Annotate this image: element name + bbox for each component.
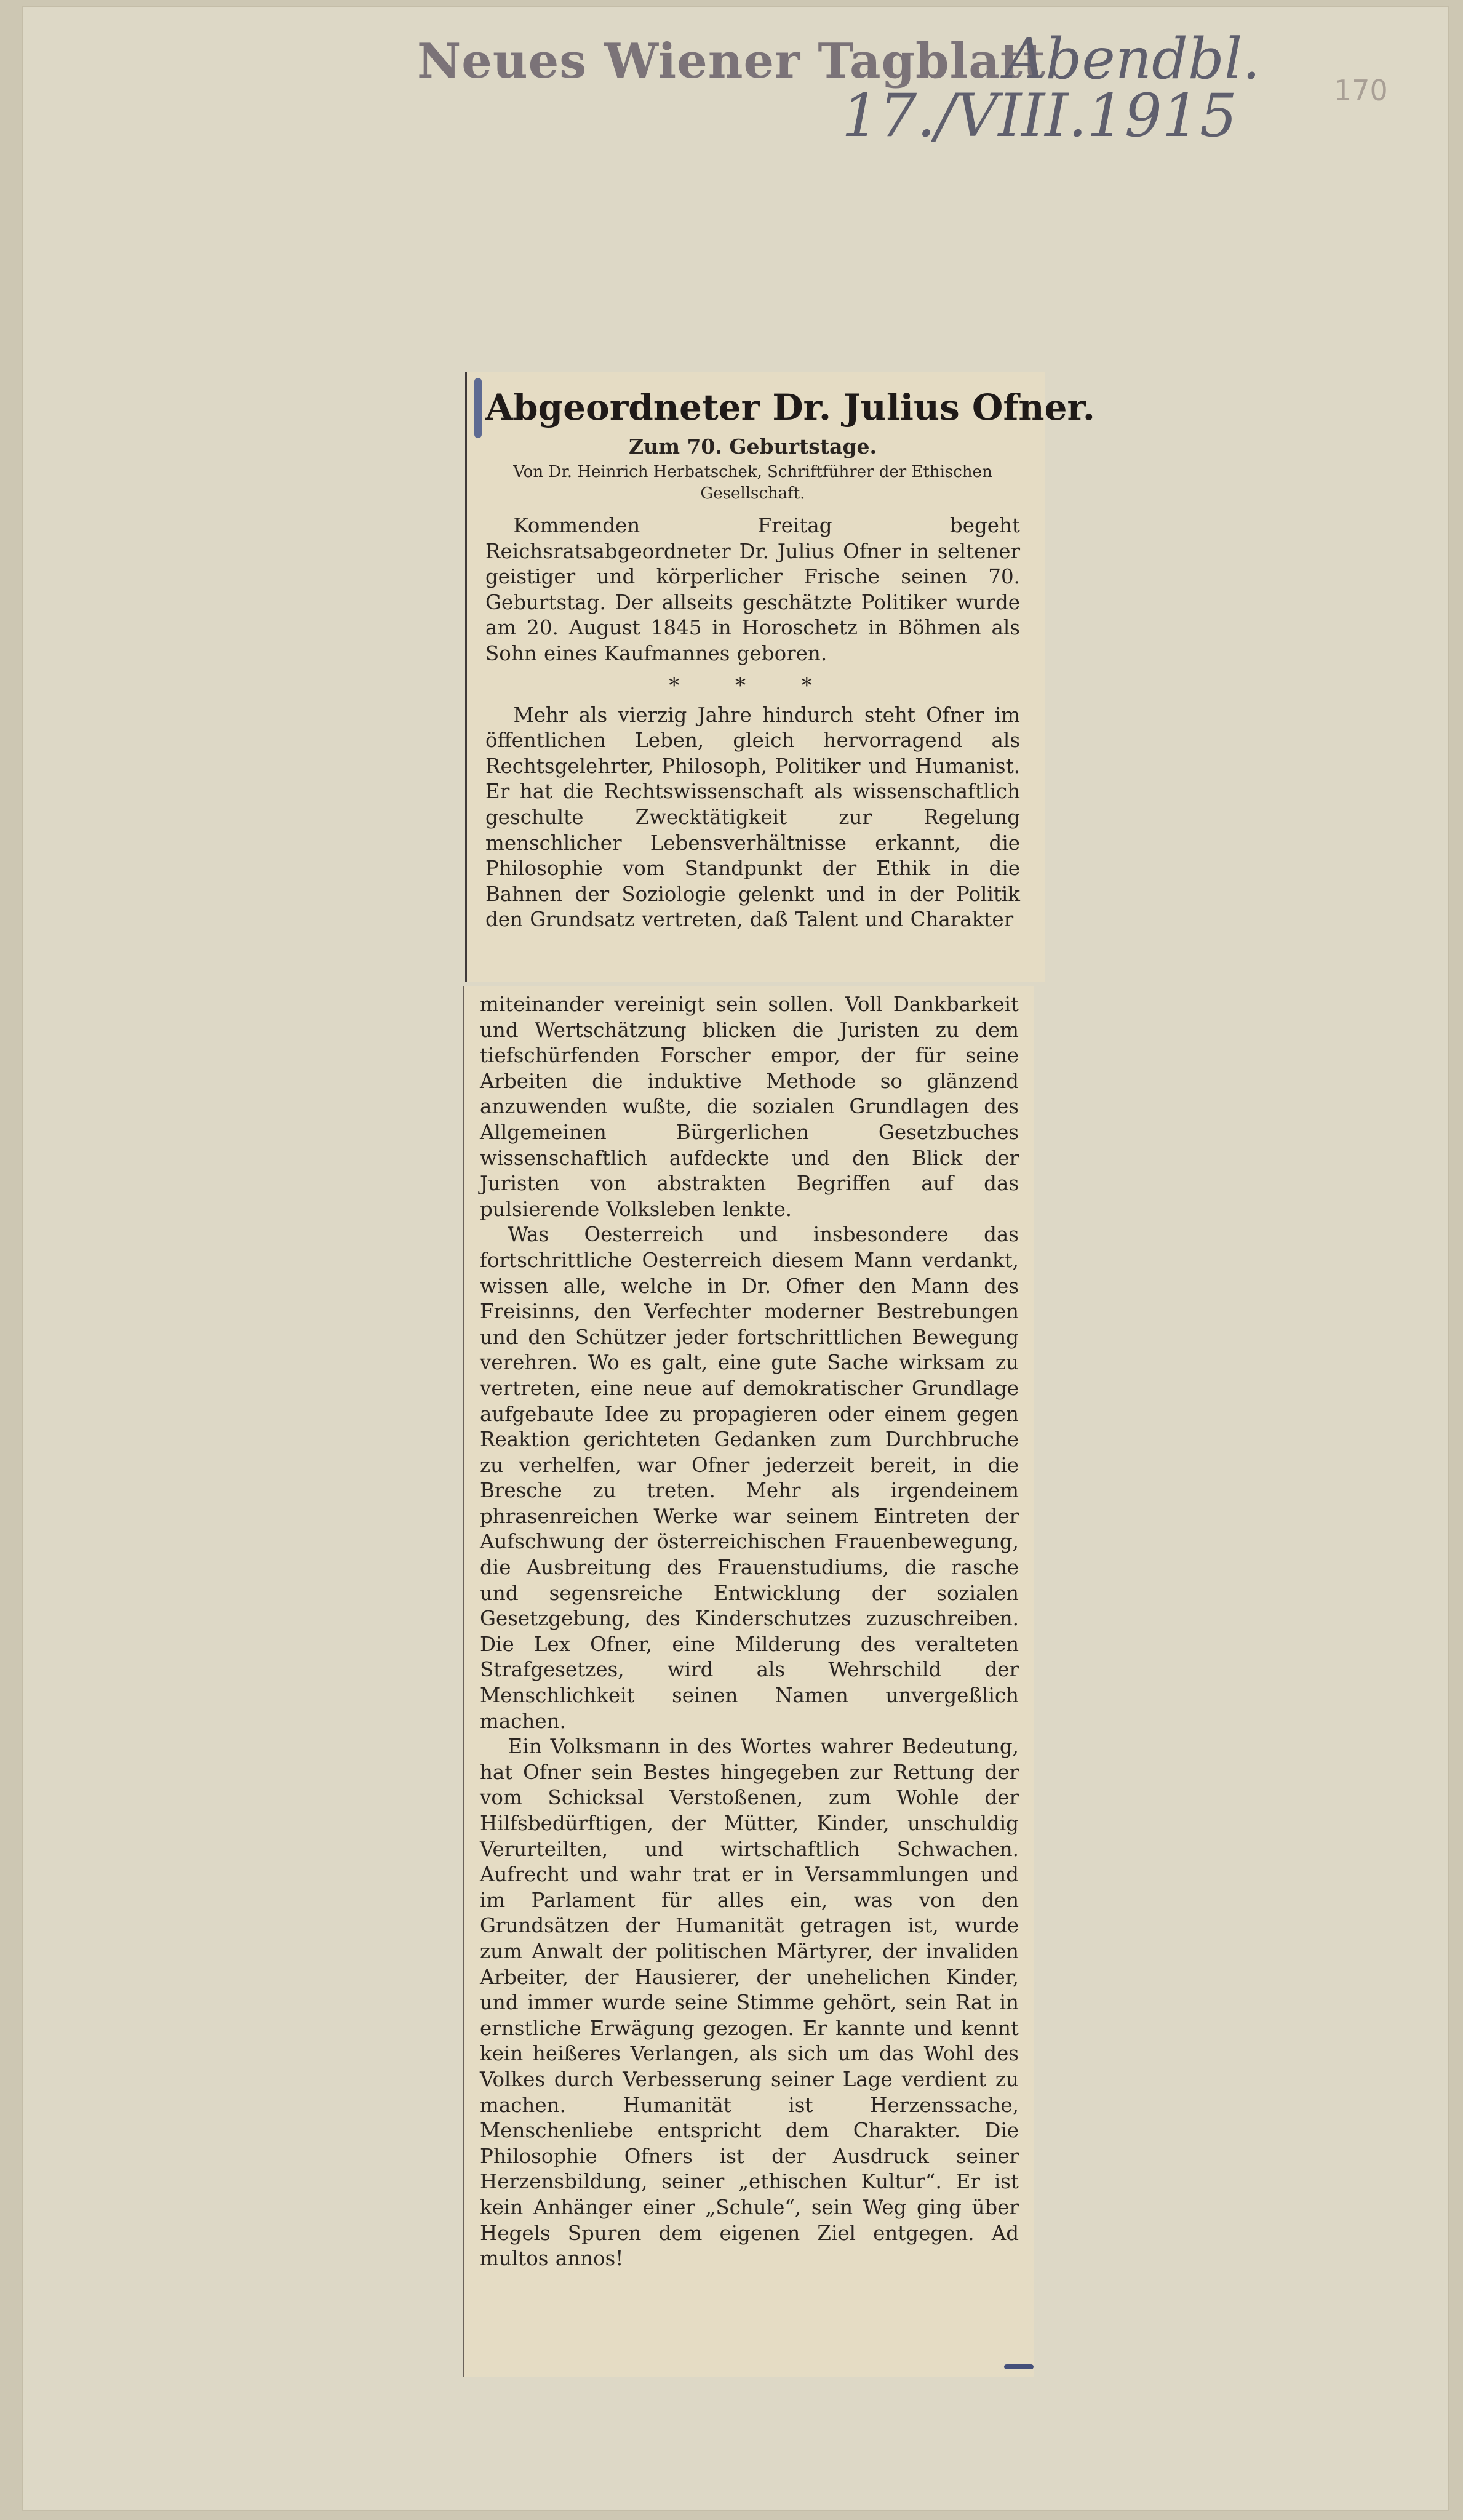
article-headline: Abgeordneter Dr. Julius Ofner. xyxy=(485,386,1095,428)
article-intro: Kommenden Freitag begeht Reichsratsabgeordneter Dr. Julius Ofner in seltener geistiger und körperlicher Frische seinen 70. Geburtstag. Der allseits geschätzte Politiker wurde am 20. August 1845 in Horoschetz in Böhmen als Sohn eines Kaufmannes geboren. xyxy=(485,514,1020,665)
handwritten-date: 17./VIII.1915 xyxy=(842,81,1237,150)
handwritten-edition: Abendbl. xyxy=(1005,26,1261,92)
clipping-bottom xyxy=(463,986,1034,2377)
newspaper-masthead: Neues Wiener Tagblatt xyxy=(417,33,1046,89)
article-paragraph-3: Ein Volksmann in des Wortes wahrer Bedeutung, hat Ofner sein Bestes hingegeben zur Rettung der vom Schicksal Verstoßenen, zum Wohle der Hilfsbedürftigen, der Mütter, Kinder, unschuldig Verurteilten, und wirtschaftlich Schwachen. Aufrecht und wahr trat er in Versammlungen und im Parlament für alles ein, was von den Grundsätzen der Humanität getragen ist, wurde zum Anwalt der politischen Märtyrer, der invaliden Arbeiter, der Hausierer, der unehelichen Kinder, und immer wurde seine Stimme gehört, sein Rat in ernstliche Erwägung gezogen. Er kannte und kennt kein heißeres Verlangen, als sich um das Wohl des Volkes durch Verbesserung seiner Lage verdient zu machen. Humanität ist Herzenssache, Menschenliebe entspricht dem Charakter. Die Philosophie Ofners ist der Ausdruck seiner Herzensbildung, seiner „ethischen Kultur“. Er ist kein Anhänger einer „Schule“, sein Weg ging über Hegels Spuren dem eigenen Ziel entgegen. Ad multos annos! xyxy=(480,1735,1019,2271)
blue-pencil-underline xyxy=(1004,2364,1034,2369)
clipping-top xyxy=(465,372,1095,982)
article-byline: Von Dr. Heinrich Herbatschek, Schriftführer der Ethischen Gesellschaft. xyxy=(513,463,992,503)
handwritten-page-number: 170 xyxy=(1334,74,1388,107)
article-paragraph-2: Was Oesterreich und insbesondere das fortschrittliche Oesterreich diesem Mann verdankt, wissen alle, welche in Dr. Ofner den Mann des Freisinns, den Verfechter moderner Bestrebungen und den Schützer jeder fortschrittlichen Bewegung verehren. Wo es galt, eine gute Sache wirksam zu vertreten, eine neue auf demokratischer Grundlage aufgebaute Idee zu propagieren oder einem gegen Reaktion gerichteten Gedanken zum Durchbruche zu verhelfen, war Ofner jederzeit bereit, in die Bresche zu treten. Mehr als irgendeinem phrasenreichen Werke war seinem Eintreten der Aufschwung der österreichischen Frauenbewegung, die Ausbreitung des Frauenstudiums, die rasche und segensreiche Entwicklung der sozialen Gesetzgebung, des Kinderschutzes zuzuschreiben. Die Lex Ofner, eine Milderung des veralteten Strafgesetzes, wird als Wehrschild der Menschlichkeit seinen Namen unvergeßlich machen. xyxy=(480,1223,1019,1733)
archive-sheet xyxy=(22,6,1449,2511)
section-separator: * * * xyxy=(669,673,837,698)
article-paragraph-1: Mehr als vierzig Jahre hindurch steht Ofner im öffentlichen Leben, gleich hervorragend als Rechtsgelehrter, Philosoph, Politiker und Humanist. Er hat die Rechtswissenschaft als wissenschaftlich geschulte Zwecktätigkeit zur Regelung menschlicher Lebensverhältnisse erkannt, die Philosophie vom Standpunkt der Ethik in die Bahnen der Soziologie gelenkt und in der Politik den Grundsatz vertreten, daß Talent und Charakter xyxy=(485,703,1020,932)
article-paragraph-1-continued: miteinander vereinigt sein sollen. Voll Dankbarkeit und Wertschätzung blicken die Juristen zu dem tiefschürfenden Forscher empor, der für seine Arbeiten die induktive Methode so glänzend anzuwenden wußte, die sozialen Grundlagen des Allgemeinen Bürgerlichen Gesetzbuches wissenschaftlich aufdeckte und den Blick der Juristen von abstrakten Begriffen auf das pulsierende Volksleben lenkte. xyxy=(480,993,1019,1221)
article-subheadline: Zum 70. Geburtstage. xyxy=(628,434,877,458)
blue-pencil-mark xyxy=(474,378,482,438)
